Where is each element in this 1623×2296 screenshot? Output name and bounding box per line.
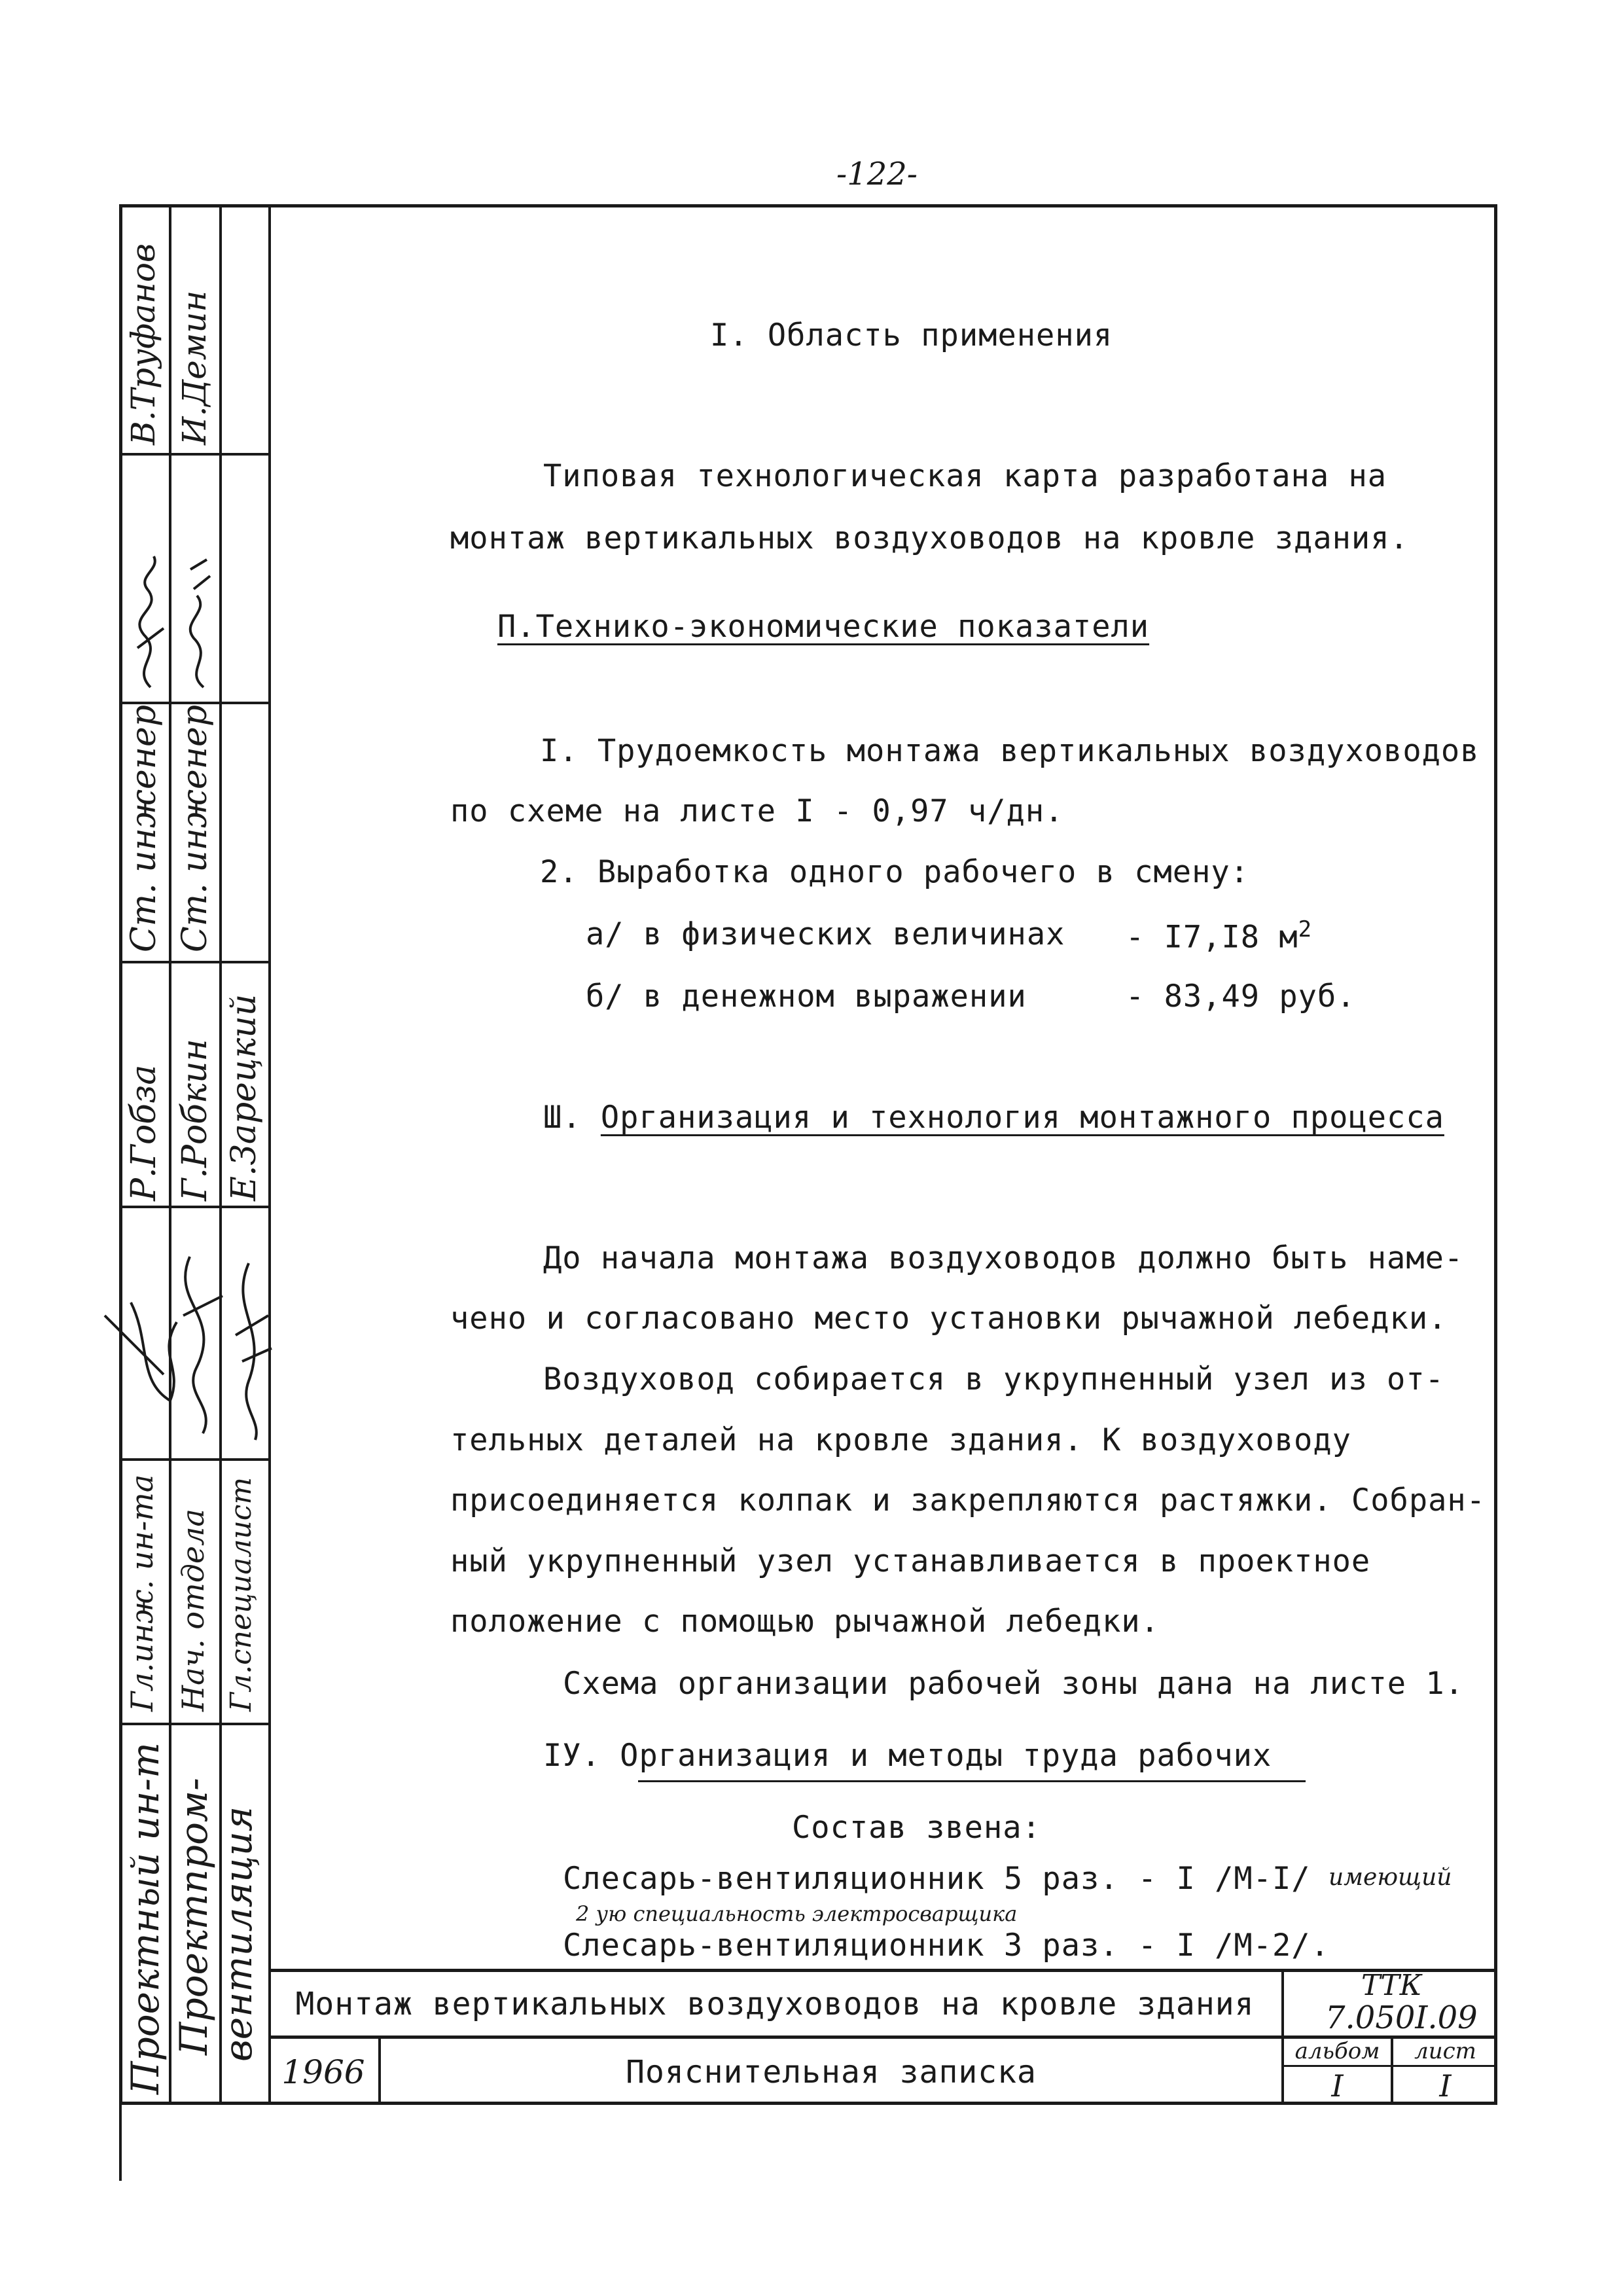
- crew-member-2: Слесарь-вентиляционник 3 раз. - I /М-2/.: [563, 1928, 1330, 1964]
- crew-title: Состав звена:: [792, 1810, 1041, 1846]
- crew-member-1: Слесарь-вентиляционник 5 раз. - I /М-I/: [563, 1861, 1311, 1897]
- side-divider-2: [119, 702, 268, 704]
- stamp-album-label: альбом: [1294, 2037, 1380, 2064]
- organization-line-4: тельных деталей на кровле здания. К воздуховоду: [450, 1422, 1351, 1458]
- section-4-heading: IУ. Организация и методы труда рабочих: [543, 1738, 1272, 1774]
- side-name-2: Г.Робкин: [175, 1039, 215, 1201]
- labor-intensity-line-1: I. Трудоемкость монтажа вертикальных воздуховодов: [540, 733, 1480, 769]
- stamp-sheet-label: лист: [1414, 2037, 1476, 2064]
- intro-line-2: монтаж вертикальных воздуховодов на кровле здания.: [450, 520, 1409, 556]
- section-3-heading: [543, 1100, 1444, 1136]
- section-4-underline: [638, 1780, 1306, 1782]
- side-position-2: Ст. инженер: [175, 704, 215, 952]
- output-monetary-label: б/ в денежном выражении: [586, 978, 1027, 1014]
- output-monetary-value: - 83,49 руб.: [1126, 978, 1356, 1014]
- side-name-3: Е.Зарецкий: [224, 994, 264, 1201]
- organization-line-1: До начала монтажа воздуховодов должно быть наме-: [543, 1240, 1464, 1276]
- stamp-code-label: ТТК: [1361, 1969, 1422, 2002]
- stamp-code: 7.050I.09: [1325, 2000, 1478, 2036]
- side-org-3: вентиляция: [216, 1806, 260, 2062]
- side-signature-2: [174, 550, 220, 694]
- organization-line-6: ный укрупненный узел устанавливается в проектное: [450, 1543, 1371, 1579]
- organization-line-7: положение с помощью рычажной лебедки.: [450, 1604, 1160, 1640]
- side-signatures-management: [92, 1237, 281, 1453]
- labor-intensity-line-2: по схеме на листе I - 0,97 ч/дн.: [450, 793, 1064, 829]
- side-strip-col3: [268, 204, 271, 2105]
- side-role-1: Гл.инж. ин-та: [124, 1474, 160, 1712]
- side-divider-4: [119, 1206, 268, 1208]
- page-number: -122-: [836, 156, 918, 192]
- square-unit-sup: 2: [1298, 916, 1313, 942]
- crew-member-1-note-a: имеющий: [1329, 1864, 1452, 1891]
- stamp-document-type: Пояснительная записка: [626, 2053, 1037, 2090]
- section-1-heading: I. Область применения: [710, 317, 1113, 353]
- side-signature-1: [124, 550, 170, 694]
- side-surname-1: В.Труфанов: [124, 243, 162, 445]
- section-2-heading: П.Технико-экономические показатели: [497, 609, 1150, 645]
- side-org-1: Проектный ин-т: [123, 1742, 168, 2094]
- side-divider-5: [119, 1458, 268, 1461]
- side-position-1: Ст. инженер: [124, 704, 164, 952]
- organization-line-3: Воздуховод собирается в укрупненный узел из от-: [543, 1361, 1444, 1397]
- side-divider-1: [119, 453, 268, 456]
- stamp-year: 1966: [281, 2053, 365, 2091]
- stamp-sheet-value: I: [1439, 2068, 1452, 2104]
- side-name-1: Р.Гобза: [124, 1064, 164, 1201]
- side-divider-3: [119, 961, 268, 963]
- side-strip-left-edge: [119, 204, 122, 2181]
- side-org-2: Проектпром-: [171, 1778, 216, 2055]
- side-role-2: Нач. отдела: [175, 1509, 211, 1712]
- output-physical-value: - I7,I8 $м^2$: [1126, 916, 1313, 956]
- side-divider-6: [119, 1723, 268, 1725]
- output-per-worker: 2. Выработка одного рабочего в смену:: [540, 854, 1249, 890]
- organization-line-8: Схема организации рабочей зоны дана на листе 1.: [563, 1666, 1464, 1702]
- output-physical-label: а/ в физических величинах: [586, 916, 1065, 952]
- crew-member-1-note-b: 2 ую специальность электросварщика: [576, 1901, 1018, 1926]
- section-3-number: Ш.: [543, 1100, 582, 1136]
- section-3-title: Организация и технология монтажного процесса: [600, 1100, 1444, 1136]
- stamp-album-value: I: [1331, 2068, 1344, 2104]
- side-role-3: Гл.специалист: [224, 1477, 258, 1712]
- stamp-title: Монтаж вертикальных воздуховодов на кровле здания: [295, 1985, 1255, 2022]
- side-surname-2: И.Демин: [175, 290, 213, 445]
- organization-line-2: чено и согласовано место установки рычажной лебедки.: [450, 1300, 1448, 1336]
- intro-line-1: Типовая технологическая карта разработана на: [543, 458, 1387, 494]
- organization-line-5: присоединяется колпак и закрепляются растяжки. Собран-: [450, 1482, 1486, 1518]
